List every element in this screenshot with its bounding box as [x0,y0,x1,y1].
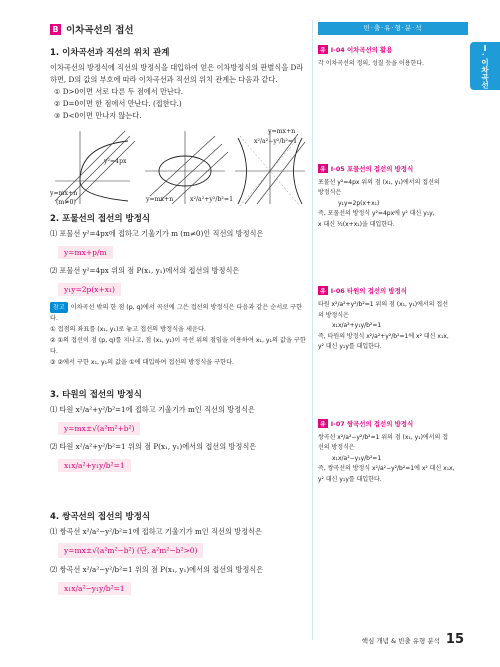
sub1-line-4: ② D=0이면 한 점에서 만난다. (접한다.) [54,99,182,108]
sidebar-item-3 [318,286,468,353]
tag-text: Ⅰ-04 이차곡선의 활용 [330,46,393,54]
sub4-item-2: ⑵ 쌍곡선 x²/a²−y²/b²=1 위의 점 P(x₁, y₁)에서의 접선의 방정식은 [50,565,264,574]
sub4-item-1: ⑴ 쌍곡선 x²/a²−y²/b²=1에 접하고 기울기가 m인 직선의 방정식은 [50,527,262,536]
subsection-1-title: 1. 이차곡선과 직선의 위치 관계 [50,48,170,58]
sidebar-item-2 [318,164,468,231]
sidebar-line: 의 방정식은 [318,311,349,319]
section-title: 이차곡선의 접선 [66,25,134,36]
sidebar-line: 타원 x²/a²+y²/b²=1 위의 점 (x₁, y₁)에서의 접선 [318,301,449,308]
footer-text: 핵심 개념 & 빈출 유형 분석 [361,637,440,645]
tag-badge: 유 [320,165,326,173]
graph-label-1c: y²=4px [104,158,127,165]
sidebar-item-4 [318,419,468,486]
sidebar-line: 선의 방정식은 [318,444,355,451]
subsection-4-title: 4. 쌍곡선의 접선의 방정식 [50,512,151,522]
sidebar-tag-3 [318,286,468,295]
position-graphs [50,126,308,206]
sub4-formula-1: y=mx±√(a²m²−b²) (단, a²m²−b²>0) [58,543,203,558]
sub1-line-3: ① D>0이면 서로 다른 두 점에서 만난다. [54,87,184,96]
tag-badge: 유 [320,420,326,428]
sidebar-tag-2 [318,164,468,173]
sidebar-line: x 대신 ½(x+x₁)을 대입한다. [318,220,395,228]
sidebar-line: 각 이차곡선의 정의, 성질 등을 이용한다. [318,60,425,67]
main-column [50,22,308,601]
sidebar-tag-4 [318,419,468,428]
sidebar-line: y² 대신 y₁y를 대입한다. [318,343,382,350]
sub3-item-1: ⑴ 타원 x²/a²+y²/b²=1에 접하고 기울기가 m인 직선의 방정식은 [50,405,255,414]
sub2-note-2: ① 접점의 좌표를 (x₁, y₁)로 놓고 접선의 방정식을 세운다. [50,326,206,333]
tag-text: Ⅰ-05 포물선의 접선의 방정식 [330,164,414,173]
tag-badge: 유 [320,47,326,54]
chapter-tab[interactable]: Ⅰ. 이차곡선 [470,42,500,90]
note-text-1: 이차곡선 밖의 한 점 (p, q)에서 곡선에 그은 접선의 방정식은 다음과 같은 순서로 구한다. [50,304,303,322]
sub2-item-1: ⑴ 포물선 y²=4px에 접하고 기울기가 m (m≠0)인 직선의 방정식은 [50,229,264,238]
subsection-2-title: 2. 포물선의 접선의 방정식 [50,214,151,224]
sub2-formula-1: y=mx+p/m [58,246,113,259]
sub4-formula-2: x₁x/a²−y₁y/b²=1 [58,582,131,595]
sidebar-line: 즉, 쌍곡선의 방정식 x²/a²−y²/b²=1에 x² 대신 x₁x, [318,465,455,472]
sidebar-line: x₁x/a²−y₁y/b²=1 [332,454,382,462]
sidebar-line: y² 대신 y₁y를 대입한다. [318,475,382,483]
graph-label-2a: y=mx+n [146,196,174,203]
sub2-formula-2: y₁y=2p(x+x₁) [58,283,121,296]
sub3-formula-1: y=mx±√(a²m²+b²) [58,422,140,435]
tag-text: Ⅰ-07 쌍곡선의 접선의 방정식 [330,419,414,428]
sub2-note-3: ② ①의 접선이 점 (p, q)를 지나고, 점 (x₁, y₁)이 곡선 위의 점임을 이용하여 x₁, y₁의 값을 구한다. [50,337,306,355]
graph-label-3a: y=mx+n [268,128,296,135]
sidebar-item-1 [318,45,468,70]
sidebar-line: x₁x/a²+y₁y/b²=1 [332,322,382,329]
sub1-line-5: ③ D<0이면 만나지 않는다. [54,111,142,120]
graph-label-1a: y=mx+n [50,190,78,197]
tag-text: Ⅰ-06 타원의 접선의 방정식 [330,287,407,295]
sidebar-line: 포물선 y²=4px 위의 점 (x₁, y₁)에서의 접선의 [318,178,440,186]
sidebar-line: y₁y=2p(x+x₁) [338,199,380,207]
sub2-note-1 [50,302,308,324]
sidebar-line: 방정식은 [318,189,342,196]
graph-label-3b: x²/a²−y²/b²=1 [254,138,298,145]
section-badge: B [50,24,61,35]
sidebar-line: 즉, 포물선의 방정식 y²=4px에 y² 대신 y₁y, [318,210,435,217]
column-divider [312,20,313,640]
page-number: 15 [445,632,464,647]
sub3-item-2: ⑵ 타원 x²/a²+y²/b²=1 위의 점 P(x₁, y₁)에서의 접선의 방정식은 [50,442,257,451]
sidebar-tag-1 [318,45,468,54]
graph-label-1b: (m≠0) [56,199,76,206]
sidebar-line: 즉, 타원의 방정식 x²/a²+y²/b²=1에 x² 대신 x₁x, [318,332,449,340]
sub1-line-1: 이차곡선의 방정식에 직선의 방정식을 대입하여 얻은 이차방정식의 판별식을 D라 [50,63,304,72]
sub2-note-4: ③ ②에서 구한 x₁, y₁의 값을 ①에 대입하여 접선의 방정식을 구한다. [50,359,235,366]
sidebar-line: 쌍곡선 x²/a²−y²/b²=1 위의 점 (x₁, y₁)에서의 접 [318,433,449,441]
sidebar [318,22,468,491]
graph-label-2b: x²/a²+y²/b²=1 [190,196,234,203]
page-footer [362,632,464,647]
sub2-item-2: ⑵ 포물선 y²=4px 위의 점 P(x₁, y₁)에서의 접선의 방정식은 [50,266,240,275]
note-badge: 참고 [50,302,68,313]
sub3-formula-2: x₁x/a²+y₁y/b²=1 [58,459,131,472]
tag-badge: 유 [320,288,326,295]
sidebar-header: 빈·출·유·형·분·석 [318,22,468,35]
sub1-line-2: 하면, D의 값의 부호에 따라 이차곡선과 직선의 위치 관계는 다음과 같다. [50,75,278,84]
subsection-3-title: 3. 타원의 접선의 방정식 [50,390,142,400]
section-header [50,22,308,36]
